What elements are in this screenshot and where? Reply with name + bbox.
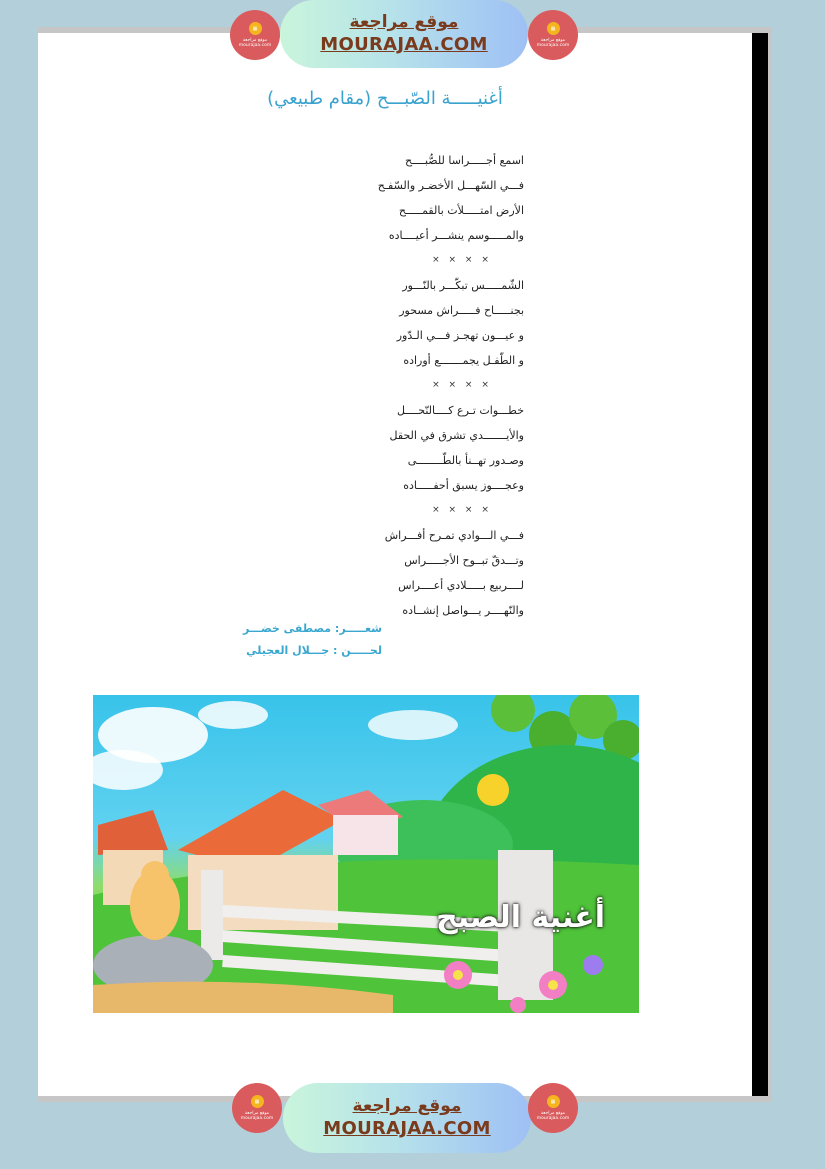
poem-line: والمـــــوسم ينشـــر أعيــــاده (388, 229, 524, 242)
poem-line: فـــي الـــوادي تمـرح أفـــراش (384, 529, 524, 542)
farm-scene-art (93, 695, 639, 1013)
watermark-banner-bottom[interactable] (283, 1083, 531, 1153)
watermark-latin: MOURAJAA.COM (320, 34, 488, 55)
watermark-badge-right-bottom (528, 1083, 578, 1133)
poem-line: و عيـــون تهجـز فـــي الـدّور (396, 329, 524, 342)
book-logo-icon: ▦ (547, 1095, 560, 1108)
watermark-badge-left-bottom (232, 1083, 282, 1133)
poem-line: الشّمـــــس تبكّـــر بالنّـــور (402, 279, 524, 292)
watermark-badge-right (528, 10, 578, 60)
badge-text: موقع مراجعة mourajaa.com (240, 1111, 274, 1121)
composer-credit: لحـــــن : جـــلال العجيلي (246, 644, 382, 657)
watermark-banner-top[interactable] (280, 0, 528, 68)
poem-line: وصـدور تهــنأ بالطّــــــــى (407, 454, 524, 467)
badge-text: موقع مراجعة mourajaa.com (536, 1111, 570, 1121)
page-shadow-right (768, 27, 772, 1102)
badge-text: موقع مراجعة mourajaa.com (536, 38, 570, 48)
poem-body (300, 148, 524, 623)
book-logo-icon: ▦ (547, 22, 560, 35)
poem-line: و الطّفـل يجمـــــــع أوراده (403, 354, 524, 367)
book-logo-icon: ▦ (249, 22, 262, 35)
poem-line: وعجــــوز يسبق أحفـــــاده (403, 479, 524, 492)
song-title: أغنيـــــة الصّبـــح (مقام طبيعي) (267, 88, 503, 109)
poem-line: والنّهــــر يـــواصل إنشــاده (402, 604, 524, 617)
poem-line: والأيـــــــدي تشرق في الحقل (389, 429, 524, 442)
page-edge (752, 33, 768, 1096)
watermark-arabic: موقع مراجعة (349, 12, 459, 32)
poem-line: فـــي السّهـــل الأخضـر والسّفـح (377, 179, 524, 192)
credits (220, 618, 382, 662)
watermark-arabic: موقع مراجعة (352, 1096, 462, 1116)
poem-line: بجنـــــاح فـــــراش مسحور (399, 304, 524, 317)
badge-text: موقع مراجعة mourajaa.com (238, 38, 272, 48)
poem-line: لــــربيع بـــــلادي أعــــراس (398, 579, 524, 592)
poem-line: الأرض امتـــــلأت بالقمـــــح (398, 204, 524, 217)
watermark-badge-left (230, 10, 280, 60)
book-logo-icon: ▦ (251, 1095, 264, 1108)
poem-line: اسمع أجـــــراسا للصُّبــــح (405, 154, 524, 167)
stanza-separator: × × × × (432, 505, 492, 515)
stanza-separator: × × × × (432, 380, 492, 390)
illustration-caption: أغنية الصبح (436, 900, 605, 935)
poet-credit: شعـــــر: مصطفى خضـــر (242, 622, 382, 635)
watermark-latin: MOURAJAA.COM (323, 1118, 491, 1139)
farm-illustration (93, 695, 639, 1013)
poem-line: وتـــدقّ تبــوح الأجـــــراس (404, 554, 524, 567)
poem-line: خطـــوات تـرع كــــالنّحــــل (397, 404, 524, 417)
stanza-separator: × × × × (432, 255, 492, 265)
